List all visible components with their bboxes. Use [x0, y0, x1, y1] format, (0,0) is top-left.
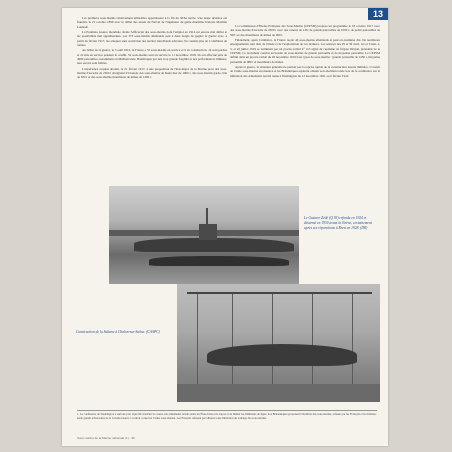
- paragraph: La Commission d'Études Pratiques des Sous-Marins (CEPSM) propose un programme le 18 octobre 1917 avec des sous-marins d'escadre de 2300 t avec des canons de 138, de grands patrouilles de 1000 t, de petits patrouilles de 500 t et des mouilleurs de mines de 900 t.: [230, 24, 380, 37]
- paragraph: Les premiers sous-marins relativement utilisables apparaissent à la fin du XIXe siècle. Une étape décisive est franchie le 21 octobre 1899 avec le début des essais du Narval de l'ingénieur du génie maritime français Maxime Laubeuf.: [77, 16, 227, 29]
- submarine-hull: [134, 238, 294, 252]
- scaffold-post: [232, 294, 233, 394]
- photo-caption: Le Gustave Zédé (Q 93) refondu en 1924 et désarmé en 1930 avant la Sirène, certainement après ses réparations à Brest en 1928. (DR): [304, 216, 372, 230]
- paragraph: L'expérience acquise aboutit, le 21 février 1917, à une proposition de l'état-major de la Marine pour des sous-marins d'escadre de 2300 t atteignant 23 nœuds, des sous-marins de haute mer de 1000 t, des sous-marins garde-côte de 500 t et des sous-marins mouilleurs de mines de 1200 t.: [77, 66, 227, 80]
- paragraph: Au début de la guerre, le 3 août 1914, la France a 55 sous-marins en service et 6 en construction. 14 sont perdus et 22 mis en service pendant le conflit. 52 sous-marins sont en service le 11 novembre 1918. Ils ont effectué près de 4000 patrouilles, notamment en Méditerranée. Handicapés par une trop grande fragilité et des performances limitées, leur succès sont faibles.: [77, 48, 227, 66]
- hull-under-construction: [207, 344, 357, 366]
- left-column: [77, 16, 227, 81]
- paragraph: La Première Guerre mondiale révèle l'efficacité des sous-marins dont l'emploi en 1914 est encore mal défini et les possibilités mal appréhendées. Les 373 sous-marins allemands sont à deux doigts de gagner la guerre avec, à partir de février 1917, les attaques sans restriction des navires marchands adverses. Ils coulent plus de 11 millions de tonnes.: [77, 30, 227, 47]
- conning-tower: [199, 224, 217, 240]
- right-column: [230, 24, 380, 79]
- slipway: [177, 384, 380, 402]
- scaffold-post: [197, 294, 198, 394]
- footnote: 1. La conférence de Washington a surtout pour objectifs d'arrêter la course aux armements navals entre les États-Unis et le Japon et de limiter les bâtiments de ligne. Les Britanniques proposent l'abolition des sous-marins, refusée par les Français et les Italiens, seuls grands adversaires de la Grande-Guerre à vouloir conserver l'arme sous-marine. Les Français refusent par ailleurs toute limitation du tonnage des sous-marins.: [77, 412, 377, 420]
- gantry-beam: [187, 292, 372, 294]
- second-submarine-hull: [149, 256, 289, 266]
- paragraph: Après la guerre, la situation générale ne permet pas la reprise rapide de la construction navale militaire. L'avenir de l'arme sous-marine est menacé et les Britanniques espèrent obtenir son abolition totale lors de la conférence sur la limitation des armements navals tenue à Washington du 12 novembre 1921 au 6 février 1922.: [230, 65, 380, 78]
- page-number: 13: [368, 8, 388, 20]
- photo-caption: Construction de la Sultane à Chalon-sur-Saône. (CAAPC): [76, 330, 160, 334]
- submarine-photo: [109, 186, 299, 284]
- construction-photo: [177, 284, 380, 402]
- page-footer: Sous-marins de la Marine nationale (1) - 36: [77, 436, 135, 440]
- magazine-page: [62, 8, 388, 446]
- scaffold-post: [352, 294, 353, 394]
- paragraph: Finalement, après l'armistice, la France reçoit 46 sous-marins allemands et peut en examiner dix. De nombreux enseignements sont tirés de l'étude et de l'exploitation de ces derniers. Les séances des 29 et 30 avril, 1er et 6 mai, 2, 3, et 10 juillet 1919 se terminent par un procès-verbal n° 115 signé du capitaine de frégate Drujon, président de la CEPSM. Ce document conclut au besoin de sous-marins de grande patrouille et de moyenne patrouille. Le CEPSM définit dans un procès-verbal du 20 novembre 1919 trois types de sous-marins : grande patrouille de 1450 t, moyenne patrouille de 980 t et mouilleurs de mines.: [230, 38, 380, 64]
- periscope-mast: [206, 208, 208, 226]
